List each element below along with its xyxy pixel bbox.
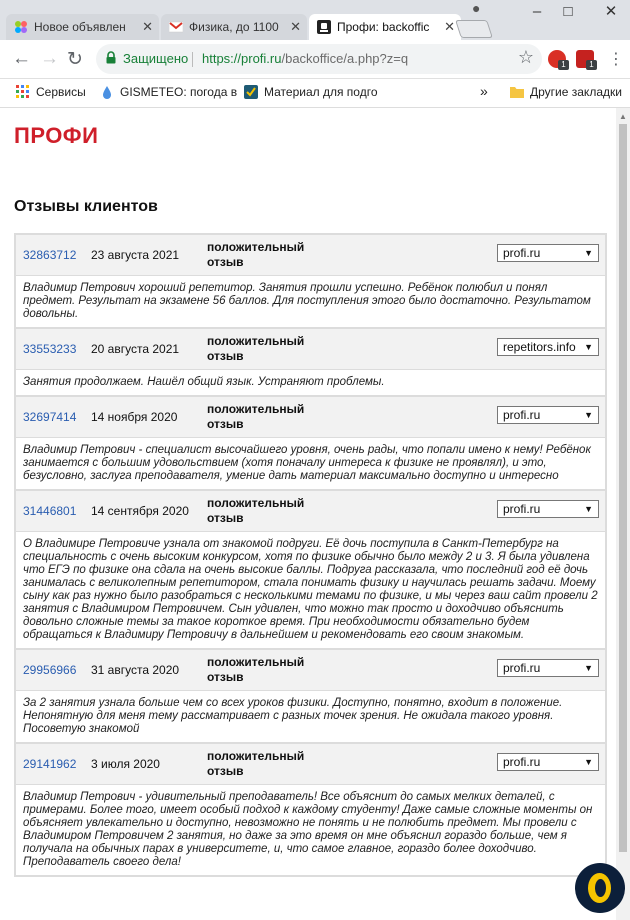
source-select-value: profi.ru xyxy=(503,408,541,422)
review-header xyxy=(16,235,605,276)
close-tab-icon[interactable]: ✕ xyxy=(142,19,153,34)
review-id-link[interactable]: 29956966 xyxy=(23,663,77,677)
review-card xyxy=(14,742,607,877)
bookmark-label: GISMETEO: погода в xyxy=(120,85,238,99)
colorful-dots-icon xyxy=(14,20,28,34)
review-text: О Владимире Петровиче узнала от знакомой подруги. Её дочь поступила в Санкт-Петербург на специальность с очень высоким конкурсом, хотя по физике обычно было между 2 и 3. Я была удивлена что ЕГЭ по физике она сдала на очень высокие баллы. Подруга рассказала, что последний год её дочь занималась с великолепным репетитором, стала понимать физику и научилась решать задачи. Моему сыну как раз нужно было разобраться с несколькими темами по физике, и мы через ваш сайт провели 2 занятия с Владимиром Петровичем. Сын удивлен, что можно так просто и доходчиво объяснить довольно сложные темы за такое короткое время. При необходимости обязательно будем обращаться к Владимиру Петровичу в дальнейшем и рекомендовать его своим знакомым. xyxy=(16,532,605,648)
scrollbar-thumb[interactable] xyxy=(619,124,627,852)
tab-gmail[interactable] xyxy=(161,14,307,40)
tab-profi[interactable] xyxy=(309,14,461,40)
dropdown-arrow-icon: ▼ xyxy=(584,342,593,352)
floating-widget-button[interactable] xyxy=(575,863,625,913)
review-card xyxy=(14,395,607,489)
forward-arrow-icon[interactable]: → xyxy=(40,48,59,69)
review-header xyxy=(16,650,605,691)
review-header xyxy=(16,744,605,785)
review-type-line1: положительный xyxy=(207,240,305,254)
source-select-value: profi.ru xyxy=(503,502,541,516)
bookmarks-overflow-chevron[interactable]: » xyxy=(480,83,488,99)
review-id-link[interactable]: 33553233 xyxy=(23,342,77,356)
url-text[interactable] xyxy=(202,51,408,66)
tab-label: Профи: backoffic xyxy=(337,20,430,34)
review-id-link[interactable]: 32697414 xyxy=(23,410,77,424)
review-type xyxy=(207,496,304,526)
tab-label: Новое объявлен xyxy=(34,20,126,34)
review-text: Владимир Петрович хороший репетитор. Занятия прошли успешно. Ребёнок полюбил и понял предмет. Результат на экзамене 56 баллов. Для поступления этого было достаточно. Результатом довольны. xyxy=(16,276,605,327)
review-type xyxy=(207,402,304,432)
close-window-button[interactable]: ✕ xyxy=(604,3,618,20)
close-tab-icon[interactable]: ✕ xyxy=(290,19,301,34)
secure-label: Защищено xyxy=(123,51,189,66)
page-title: Отзывы клиентов xyxy=(14,198,158,215)
scroll-up-arrow-icon[interactable]: ▲ xyxy=(619,112,627,121)
review-date: 23 августа 2021 xyxy=(91,248,180,262)
url-host: https://profi.ru xyxy=(202,51,282,66)
new-tab-button[interactable] xyxy=(455,20,493,38)
review-type-line2: отзыв xyxy=(207,511,244,525)
folder-icon xyxy=(510,85,524,99)
extension-badge: 1 xyxy=(558,60,569,70)
review-card xyxy=(14,489,607,648)
review-text: Занятия продолжаем. Нашёл общий язык. Устраняют проблемы. xyxy=(16,370,605,395)
lock-icon xyxy=(106,51,116,64)
source-select[interactable] xyxy=(497,753,599,771)
checkmark-icon xyxy=(244,85,258,99)
dropdown-arrow-icon: ▼ xyxy=(584,410,593,420)
review-card xyxy=(14,648,607,742)
source-select-value: profi.ru xyxy=(503,246,541,260)
bookmark-gismeteo[interactable] xyxy=(100,85,237,99)
source-select[interactable] xyxy=(497,406,599,424)
address-separator xyxy=(192,52,193,67)
review-type-line2: отзыв xyxy=(207,255,244,269)
reload-icon[interactable]: ↻ xyxy=(67,49,83,70)
review-header xyxy=(16,397,605,438)
review-type xyxy=(207,240,304,270)
water-drop-icon xyxy=(100,85,114,99)
review-type-line1: положительный xyxy=(207,749,305,763)
review-date: 20 августа 2021 xyxy=(91,342,180,356)
dropdown-arrow-icon: ▼ xyxy=(584,504,593,514)
bookmark-material[interactable] xyxy=(244,85,378,99)
reviews-list xyxy=(14,233,607,877)
review-date: 3 июля 2020 xyxy=(91,757,160,771)
apps-grid-icon xyxy=(16,85,30,99)
dropdown-arrow-icon: ▼ xyxy=(584,757,593,767)
maximize-button[interactable]: □ xyxy=(563,3,573,20)
review-type xyxy=(207,749,304,779)
review-type-line2: отзыв xyxy=(207,670,244,684)
tab-strip xyxy=(0,0,630,40)
review-type-line1: положительный xyxy=(207,402,305,416)
review-date: 31 августа 2020 xyxy=(91,663,180,677)
review-type-line1: положительный xyxy=(207,496,305,510)
bookmark-label: Материал для подго xyxy=(264,85,378,99)
extension-red-icon[interactable] xyxy=(548,50,566,68)
bookmarks-bar xyxy=(0,79,630,108)
review-text: За 2 занятия узнала больше чем со всех уроков физики. Доступно, понятно, входит в положение. Непонятную для меня тему рассматривает с разных точек зрения. Не ожидала такого уровня. Посоветую знакомой xyxy=(16,691,605,742)
review-id-link[interactable]: 29141962 xyxy=(23,757,77,771)
review-id-link[interactable]: 31446801 xyxy=(23,504,77,518)
source-select[interactable] xyxy=(497,338,599,356)
review-date: 14 ноября 2020 xyxy=(91,410,178,424)
close-tab-icon[interactable]: ✕ xyxy=(444,19,455,34)
back-arrow-icon[interactable]: ← xyxy=(12,48,31,69)
review-type xyxy=(207,334,304,364)
source-select[interactable] xyxy=(497,500,599,518)
dropdown-arrow-icon: ▼ xyxy=(584,663,593,673)
review-header xyxy=(16,329,605,370)
source-select-value: profi.ru xyxy=(503,755,541,769)
review-type-line1: положительный xyxy=(207,334,305,348)
review-type-line2: отзыв xyxy=(207,764,244,778)
extension-badge: 1 xyxy=(586,60,597,70)
source-select-value: repetitors.info xyxy=(503,340,576,354)
review-card xyxy=(14,327,607,395)
bookmark-other[interactable] xyxy=(510,85,622,99)
review-text: Владимир Петрович - удивительный преподаватель! Все объяснит до самых мелких деталей, с примерами. Более того, имеет особый подход к каждому студенту! Даже самые сложные моменты он объясняет увлекательно и доступно, невозможно не понять и не полюбить предмет. Мы провели с Владимиром Петровичем 2 занятия, но даже за это время он мне объяснил гораздо больше, чем я получала на обычных парах в университете, и, что самое главное, гораздо более доходчиво. Преподаватель своего дела! xyxy=(16,785,605,875)
page-content xyxy=(0,108,616,920)
review-type xyxy=(207,655,304,685)
bookmark-star-icon[interactable]: ☆ xyxy=(517,47,534,67)
address-bar[interactable] xyxy=(96,44,542,74)
widget-logo-hole xyxy=(595,879,606,897)
source-select[interactable] xyxy=(497,659,599,677)
page-scrollbar[interactable] xyxy=(616,108,630,920)
source-select-value: profi.ru xyxy=(503,661,541,675)
review-type-line1: положительный xyxy=(207,655,305,669)
review-id-link[interactable]: 32863712 xyxy=(23,248,77,262)
tab-label: Физика, до 1100 xyxy=(189,20,279,34)
review-text: Владимир Петрович - специалист высочайшего уровня, очень рады, что попали имено к нему! Ребёнок занимается с большим удовольствием (хотя поначалу интереса к физике не проявлял), и это, безусловно, заслуга преподавателя, умение дать материал максимально доступно и интересно xyxy=(16,438,605,489)
source-select[interactable] xyxy=(497,244,599,262)
gmail-icon xyxy=(169,20,183,34)
review-date: 14 сентября 2020 xyxy=(91,504,189,518)
profile-icon[interactable]: ● xyxy=(472,0,481,16)
browser-toolbar xyxy=(0,40,630,79)
bookmark-label: Сервисы xyxy=(36,85,86,99)
bookmark-label: Другие закладки xyxy=(530,85,622,99)
bookmark-services[interactable] xyxy=(16,85,86,99)
abp-icon[interactable] xyxy=(576,50,594,68)
review-type-line2: отзыв xyxy=(207,349,244,363)
review-type-line2: отзыв xyxy=(207,417,244,431)
profi-logo[interactable]: ПРОФИ xyxy=(14,123,99,148)
dropdown-arrow-icon: ▼ xyxy=(584,248,593,258)
review-card xyxy=(14,233,607,327)
profi-icon xyxy=(317,20,331,34)
minimize-button[interactable]: – xyxy=(532,3,542,20)
tab-avito[interactable] xyxy=(6,14,159,40)
review-header xyxy=(16,491,605,532)
menu-dots-icon[interactable]: ⋮ xyxy=(608,51,624,68)
url-path: /backoffice/a.php?z=q xyxy=(281,51,409,66)
